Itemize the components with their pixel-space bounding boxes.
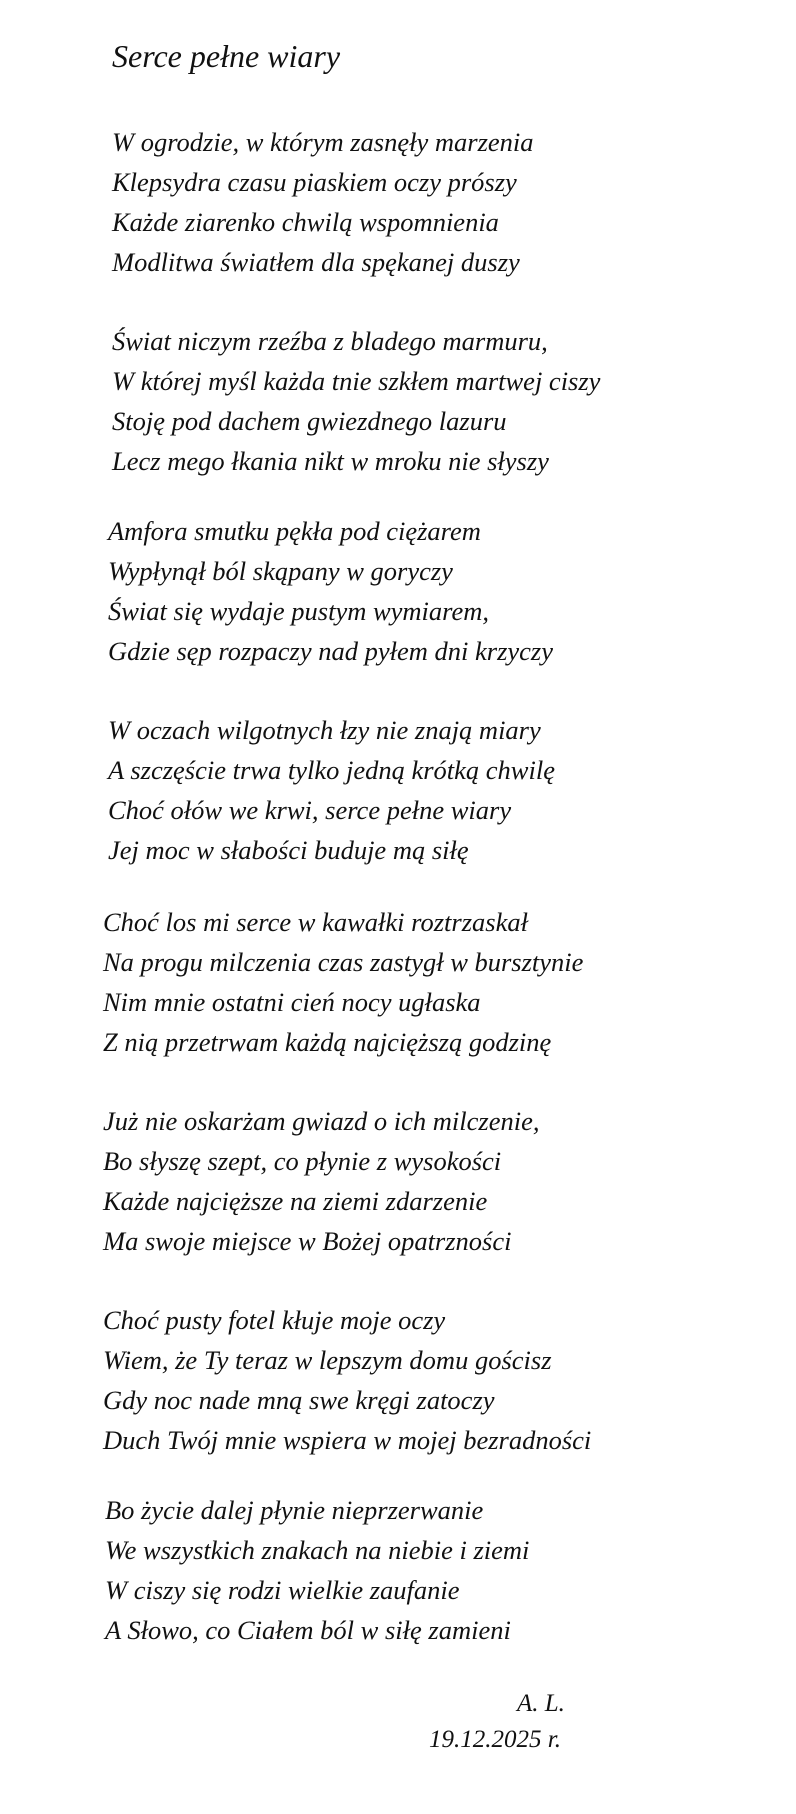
stanza-6 — [103, 1101, 539, 1261]
stanza-2 — [112, 321, 600, 481]
poem-line: Wypłynął ból skąpany w goryczy — [108, 556, 453, 586]
poem-line: Modlitwa światłem dla spękanej duszy — [112, 247, 520, 277]
poem-line: Amfora smutku pękła pod ciężarem — [108, 516, 481, 546]
poem-line: Bo słyszę szept, co płynie z wysokości — [103, 1146, 502, 1176]
poem-line: W której myśl każda tnie szkłem martwej ciszy — [112, 366, 601, 396]
stanza-8 — [105, 1490, 529, 1650]
poem-line: Gdzie sęp rozpaczy nad pyłem dni krzyczy — [108, 636, 554, 666]
poem-line: Każde ziarenko chwilą wspomnienia — [112, 207, 499, 237]
poem-line: Ma swoje miejsce w Bożej opatrzności — [103, 1226, 512, 1256]
poem-line: Choć ołów we krwi, serce pełne wiary — [108, 795, 512, 825]
poem-title: Serce pełne wiary — [112, 38, 341, 74]
poem-line: Każde najcięższe na ziemi zdarzenie — [103, 1186, 488, 1216]
poem-line: Choć los mi serce w kawałki roztrzaskał — [103, 907, 528, 937]
poem-line: W ciszy się rodzi wielkie zaufanie — [105, 1575, 460, 1605]
poem-line: W ogrodzie, w którym zasnęły marzenia — [112, 127, 534, 157]
poem-line: Nim mnie ostatni cień nocy ugłaska — [103, 987, 481, 1017]
stanza-1 — [112, 122, 534, 282]
poem-line: Świat się wydaje pustym wymiarem, — [108, 596, 490, 626]
poem-line: Z nią przetrwam każdą najcięższą godzinę — [103, 1027, 552, 1057]
signature-date: 19.12.2025 r. — [429, 1726, 561, 1753]
stanza-5 — [103, 902, 583, 1062]
poem-line: Świat niczym rzeźba z bladego marmuru, — [112, 326, 548, 356]
stanza-7 — [103, 1300, 591, 1460]
signature-initials: A. L. — [517, 1690, 565, 1717]
poem-line: Stoję pod dachem gwiezdnego lazuru — [112, 406, 507, 436]
poem-line: Gdy noc nade mną swe kręgi zatoczy — [103, 1385, 495, 1415]
poem-line: We wszystkich znakach na niebie i ziemi — [105, 1535, 530, 1565]
poem-line: Duch Twój mnie wspiera w mojej bezradności — [103, 1425, 592, 1455]
poem-line: Bo życie dalej płynie nieprzerwanie — [105, 1495, 484, 1525]
poem-line: Już nie oskarżam gwiazd o ich milczenie, — [103, 1106, 540, 1136]
poem-line: Na progu milczenia czas zastygł w bursztynie — [103, 947, 584, 977]
poem-line: A szczęście trwa tylko jedną krótką chwilę — [108, 755, 555, 785]
poem-line: W oczach wilgotnych łzy nie znają miary — [108, 715, 541, 745]
poem-line: Wiem, że Ty teraz w lepszym domu gościsz — [103, 1345, 552, 1375]
poem-line: Lecz mego łkania nikt w mroku nie słyszy — [112, 446, 549, 476]
stanza-3 — [108, 511, 553, 671]
poem-line: Klepsydra czasu piaskiem oczy prószy — [112, 167, 517, 197]
poem-line: A Słowo, co Ciałem ból w siłę zamieni — [105, 1615, 511, 1645]
poem-line: Jej moc w słabości buduje mą siłę — [108, 835, 469, 865]
stanza-4 — [108, 710, 555, 870]
poem-line: Choć pusty fotel kłuje moje oczy — [103, 1305, 446, 1335]
